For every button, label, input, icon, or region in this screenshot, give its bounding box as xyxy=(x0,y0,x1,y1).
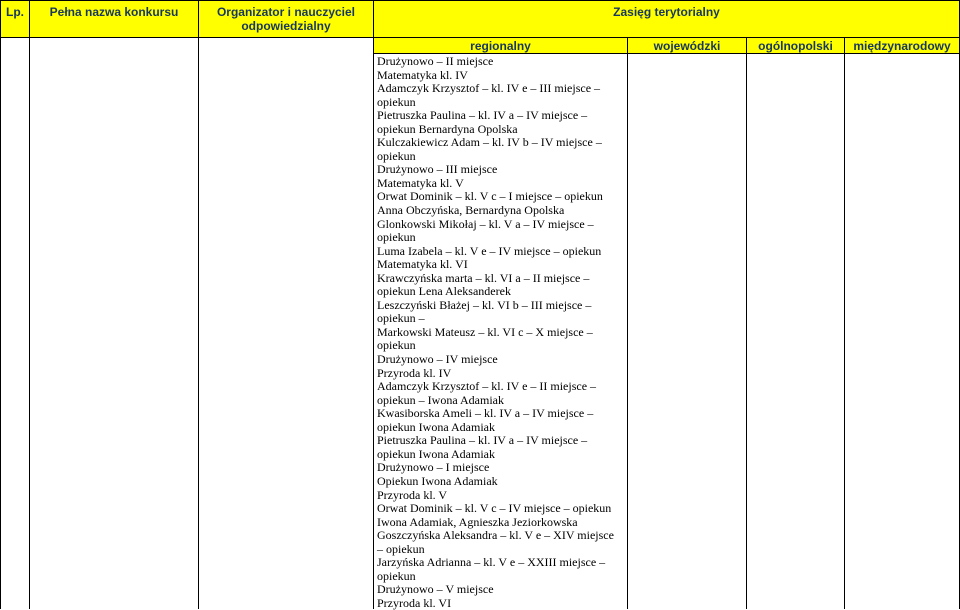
header-lp: Lp. xyxy=(6,5,24,19)
column-divider xyxy=(29,0,30,609)
regional-text-line: opiekun Iwona Adamiak xyxy=(377,419,495,434)
regional-text-line: Kwasiborska Ameli – kl. IV a – IV miejsce – xyxy=(377,406,594,421)
regional-text-line: opiekun Bernardyna Opolska xyxy=(377,121,518,136)
header-voivodeship: wojewódzki xyxy=(653,39,721,53)
regional-text-line: Przyroda kl. VI xyxy=(377,595,452,610)
column-divider xyxy=(373,0,374,609)
header-organizer-line1: Organizator i nauczyciel xyxy=(216,5,356,19)
column-divider xyxy=(746,38,747,609)
header-contest-name: Pełna nazwa konkursu xyxy=(49,5,179,19)
regional-text-line: Adamczyk Krzysztof – kl. IV e – II miejsce – xyxy=(377,379,597,394)
regional-text-line: opiekun xyxy=(377,148,416,163)
regional-text-line: Opiekun Iwona Adamiak xyxy=(377,473,498,488)
regional-text-line: Drużynowo – II miejsce xyxy=(377,54,494,68)
regional-text-line: Kulczakiewicz Adam – kl. IV b – IV miejsce – xyxy=(377,135,602,150)
column-divider xyxy=(198,0,199,609)
regional-text-line: opiekun xyxy=(377,568,416,583)
regional-text-line: Pietruszka Paulina – kl. IV a – IV miejsce – xyxy=(377,433,588,448)
regional-text-line: Drużynowo – I miejsce xyxy=(377,460,490,475)
header-national: ogólnopolski xyxy=(758,39,833,53)
regional-text-line: opiekun Lena Aleksanderek xyxy=(377,284,511,299)
regional-text-line: Glonkowski Mikołaj – kl. V a – IV miejsce – xyxy=(377,216,594,231)
regional-text-line: Drużynowo – IV miejsce xyxy=(377,352,498,367)
regional-text-line: opiekun xyxy=(377,338,416,353)
regional-text-line: Matematyka kl. VI xyxy=(377,257,468,272)
regional-text-line: Drużynowo – III miejsce xyxy=(377,162,498,177)
regional-text-line: Matematyka kl. IV xyxy=(377,67,468,82)
regional-text-line: Drużynowo – V miejsce xyxy=(377,582,494,597)
regional-text-line: opiekun Iwona Adamiak xyxy=(377,446,495,461)
regional-text-line: Goszczyńska Aleksandra – kl. V e – XIV miejsce xyxy=(377,528,614,543)
regional-text-line: Pietruszka Paulina – kl. IV a – IV miejsce – xyxy=(377,108,588,123)
regional-text-line: Matematyka kl. V xyxy=(377,175,464,190)
regional-text-line: Anna Obczyńska, Bernardyna Opolska xyxy=(377,203,565,218)
regional-text-line: Orwat Dominik – kl. V c – IV miejsce – opiekun xyxy=(377,501,612,516)
column-divider xyxy=(627,38,628,609)
regional-text-line: opiekun – Iwona Adamiak xyxy=(377,392,504,407)
regional-text-line: Krawczyńska marta – kl. VI a – II miejsce – xyxy=(377,270,590,285)
regional-text-line: Orwat Dominik – kl. V c – I miejsce – opiekun xyxy=(377,189,603,204)
header-regional: regionalny xyxy=(470,39,531,53)
header-organizer xyxy=(199,5,373,33)
regional-text-line: Adamczyk Krzysztof – kl. IV e – III miejsce – xyxy=(377,81,601,96)
regional-text-line: opiekun xyxy=(377,230,416,245)
regional-text-line: Przyroda kl. IV xyxy=(377,365,452,380)
regional-text-line: Jarzyńska Adrianna – kl. V e – XXIII miejsce – xyxy=(377,555,606,570)
regional-text-line: opiekun – xyxy=(377,311,425,326)
regional-text-line: Leszczyński Błażej – kl. VI b – III miejsce – xyxy=(377,297,592,312)
regional-cell-content xyxy=(377,55,627,610)
regional-text-line: – opiekun xyxy=(377,541,425,556)
regional-text-line: Przyroda kl. V xyxy=(377,487,448,502)
regional-text-line: Luma Izabela – kl. V e – IV miejsce – opiekun xyxy=(377,243,602,258)
header-international: międzynarodowy xyxy=(853,39,951,53)
header-organizer-line2: odpowiedzialny xyxy=(241,19,331,33)
regional-text-line: Iwona Adamiak, Agnieszka Jeziorkowska xyxy=(377,514,578,529)
column-divider xyxy=(844,38,845,609)
header-scope: Zasięg terytorialny xyxy=(613,5,720,19)
regional-text-line: opiekun xyxy=(377,94,416,109)
regional-text-line: Markowski Mateusz – kl. VI c – X miejsce – xyxy=(377,324,593,339)
